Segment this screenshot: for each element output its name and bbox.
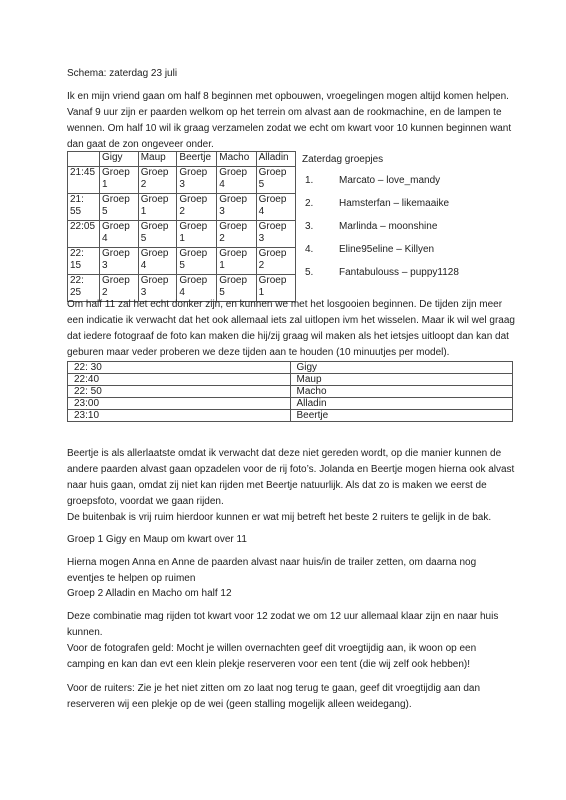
schedule-header-cell: Alladin — [256, 152, 295, 167]
paragraph-anna: Hierna mogen Anna en Anne de paarden alvast naar huis/in de trailer zetten, om daarna nog eventjes te helpen op ruimen — [67, 557, 477, 584]
schedule-row — [68, 194, 296, 221]
schedule-header-cell: Gigy — [100, 152, 139, 167]
schedule-group-cell: Groep 2 — [217, 221, 256, 248]
schedule-header-cell: Beertje — [177, 152, 217, 167]
schedule-group-cell: Groep 5 — [138, 221, 177, 248]
schedule-group-cell: Groep 3 — [138, 275, 177, 302]
times-time-cell: 22: 50 — [68, 386, 291, 398]
times-horse-cell: Macho — [290, 386, 513, 398]
times-row — [68, 386, 513, 398]
times-body — [68, 362, 513, 422]
group-members: Hamsterfan – likemaaike — [339, 198, 450, 209]
schedule-group-cell: Groep 5 — [256, 167, 295, 194]
group-members: Marlinda – moonshine — [339, 221, 438, 232]
schedule-group-cell: Groep 1 — [138, 194, 177, 221]
paragraph-dark: Om half 11 zal het echt donker zijn, en kunnen we met het losgooien beginnen. De tijden zijn meer een indicatie ik verwacht dat het ook allemaal iets zal uitlopen ivm het wisselen. Maar ik wil wel graag dat iedere fotograaf de foto kan maken die hij/zij graag wil maken als het ietsjes uitloopt dan kan dat geburen maar veder proberen we deze tijden aan te houden (10 minuutjes per model). — [67, 299, 515, 358]
times-row — [68, 374, 513, 386]
schedule-body — [68, 152, 296, 302]
group-list-item — [305, 198, 515, 221]
group-list-item — [305, 244, 515, 267]
schedule-time-cell: 21:45 — [68, 167, 100, 194]
schedule-group-cell: Groep 1 — [100, 167, 139, 194]
times-time-cell: 22: 30 — [68, 362, 291, 374]
times-horse-cell: Gigy — [290, 362, 513, 374]
schedule-group-cell: Groep 1 — [217, 248, 256, 275]
times-table — [67, 361, 513, 422]
schedule-group-cell: Groep 2 — [256, 248, 295, 275]
schedule-group-cell: Groep 1 — [177, 221, 217, 248]
times-row — [68, 398, 513, 410]
paragraph-photographers: Voor de fotografen geld: Mocht je willen overnachten geef dit vroegtijdig aan, ik woon op een camping en kan dan evt een klein plekje reserveren voor een tent (die wij zelf ook hebben)! — [67, 643, 477, 670]
group-members: Eline95eline – Killyen — [339, 244, 435, 255]
schedule-group-cell: Groep 2 — [100, 275, 139, 302]
times-time-cell: 23:10 — [68, 410, 291, 422]
times-horse-cell: Alladin — [290, 398, 513, 410]
document-title: Schema: zaterdag 23 juli — [67, 68, 178, 79]
schedule-time-cell: 22:05 — [68, 221, 100, 248]
schedule-row — [68, 248, 296, 275]
schedule-group-cell: Groep 5 — [100, 194, 139, 221]
times-horse-cell: Maup — [290, 374, 513, 386]
paragraph-buitenbak: De buitenbak is vrij ruim hierdoor kunnen er wat mij betreft het beste 2 ruiters te gelijk in de bak. — [67, 512, 492, 523]
schedule-group-cell: Groep 4 — [177, 275, 217, 302]
schedule-group-cell: Groep 3 — [256, 221, 295, 248]
group-number: 5. — [305, 267, 314, 278]
schedule-group-cell: Groep 5 — [217, 275, 256, 302]
schedule-group-cell: Groep 2 — [138, 167, 177, 194]
group-number: 1. — [305, 175, 314, 186]
schedule-group-cell: Groep 5 — [177, 248, 217, 275]
group-members: Marcato – love_mandy — [339, 175, 441, 186]
paragraph-riders: Voor de ruiters: Zie je het niet zitten om zo laat nog terug te gaan, geef dit vroegtijdig aan dan reserveren wij een plekje op de wei (geen stalling mogelijk alleen weidegang). — [67, 683, 481, 710]
groups-title: Zaterdag groepjes — [302, 154, 384, 165]
schedule-row — [68, 221, 296, 248]
paragraph-combination: Deze combinatie mag rijden tot kwart voor 12 zodat we om 12 uur allemaal klaar zijn en naar huis kunnen. — [67, 611, 499, 638]
schedule-time-cell: 22: 25 — [68, 275, 100, 302]
group2-line: Groep 2 Alladin en Macho om half 12 — [67, 588, 232, 599]
schedule-time-cell: 21: 55 — [68, 194, 100, 221]
schedule-group-cell: Groep 4 — [100, 221, 139, 248]
schedule-group-cell: Groep 4 — [138, 248, 177, 275]
group1-line: Groep 1 Gigy en Maup om kwart over 11 — [67, 534, 247, 545]
groups-list — [305, 175, 515, 290]
group-number: 3. — [305, 221, 314, 232]
times-horse-cell: Beertje — [290, 410, 513, 422]
times-row — [68, 410, 513, 422]
group-number: 2. — [305, 198, 314, 209]
schedule-group-cell: Groep 2 — [177, 194, 217, 221]
schedule-row — [68, 167, 296, 194]
schedule-header-cell — [68, 152, 100, 167]
times-time-cell: 23:00 — [68, 398, 291, 410]
paragraph-beertje: Beertje is als allerlaatste omdat ik verwacht dat deze niet gereden wordt, op die manier kunnen de andere paarden alvast gaan opzadelen voor de rij foto’s. Jolanda en Beertje mogen hierna ook alvast naar huis gaan, omdat zij niet kan rijden met Beertje natuurlijk. Als dat zo is maken we eerst de groepsfoto, voordat we gaan rijden. — [67, 448, 515, 507]
schedule-header-row — [68, 152, 296, 167]
schedule-group-cell: Groep 4 — [256, 194, 295, 221]
group-members: Fantabulouss – puppy1128 — [339, 267, 459, 278]
times-row — [68, 362, 513, 374]
schedule-group-cell: Groep 1 — [256, 275, 295, 302]
group-list-item — [305, 221, 515, 244]
schedule-time-cell: 22: 15 — [68, 248, 100, 275]
schedule-group-cell: Groep 3 — [177, 167, 217, 194]
group-list-item — [305, 267, 515, 290]
schedule-header-cell: Maup — [138, 152, 177, 167]
schedule-group-cell: Groep 4 — [217, 167, 256, 194]
group-list-item — [305, 175, 515, 198]
intro-paragraph: Ik en mijn vriend gaan om half 8 beginnen met opbouwen, vroegelingen mogen altijd komen helpen. Vanaf 9 uur zijn er paarden welkom op het terrein om alvast aan de rookmachine, en de lampen te wennen. Om half 10 wil ik graag verzamelen zodat we echt om kwart voor 10 kunnen beginnen want dan gaat de zon ongeveer onder. — [67, 91, 512, 150]
schedule-group-cell: Groep 3 — [100, 248, 139, 275]
schedule-header-cell: Macho — [217, 152, 256, 167]
times-time-cell: 22:40 — [68, 374, 291, 386]
schedule-table — [67, 151, 296, 302]
schedule-group-cell: Groep 3 — [217, 194, 256, 221]
group-number: 4. — [305, 244, 314, 255]
